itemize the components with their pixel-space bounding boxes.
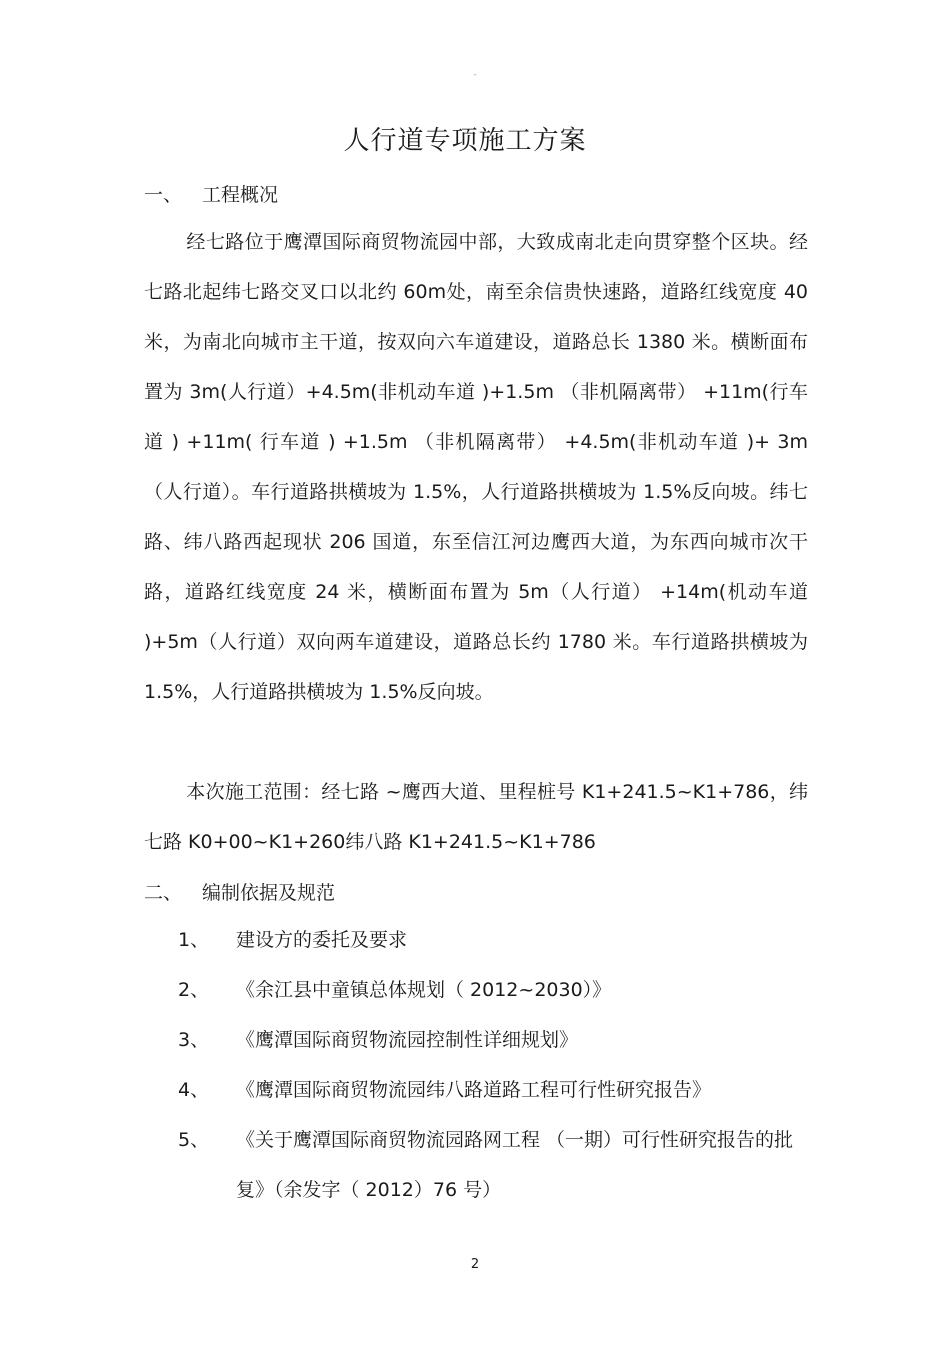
section-2-number: 二、 (144, 882, 183, 904)
basis-item-number: 4、 (178, 1079, 210, 1101)
page-number: 2 (470, 1257, 480, 1272)
section-2-title: 编制依据及规范 (202, 882, 336, 904)
document-title: 人行道专项施工方案 (343, 126, 587, 156)
basis-item-number: 2、 (178, 979, 210, 1001)
basis-item-number: 1、 (178, 929, 210, 951)
basis-item-number: 3、 (178, 1029, 210, 1051)
basis-item-text: 《鹰潭国际商贸物流园控制性详细规划》 (236, 1029, 579, 1051)
construction-scope-text: 本次施工范围：经七路 ~鹰西大道、里程桩号 K1+241.5~K1+786，纬七路 K0+00~K1+260纬八路 K1+241.5~K1+786 (144, 781, 808, 853)
basis-item-text: 《余江县中童镇总体规划（ 2012~2030）》 (236, 979, 612, 1001)
section-1-title: 工程概况 (202, 184, 279, 206)
construction-scope-paragraph (144, 767, 808, 867)
section-1-number: 一、 (144, 184, 183, 206)
section-1-heading (144, 180, 278, 207)
basis-item-number: 5、 (178, 1129, 210, 1151)
header-mark: - (473, 70, 477, 80)
overview-paragraph (144, 217, 808, 717)
basis-item-text: 《鹰潭国际商贸物流园纬八路道路工程可行性研究报告》 (236, 1079, 712, 1101)
basis-item-text: 建设方的委托及要求 (236, 929, 408, 951)
overview-paragraph-text: 经七路位于鹰潭国际商贸物流园中部，大致成南北走向贯穿整个区块。经七路北起纬七路交叉口以北约 60m处，南至余信贵快速路，道路红线宽度 40 米，为南北向城市主干道，按双向六车道建设，道路总长 1380 米。横断面布置为 3m(人行道）+4.5m(非机动车道 )+1.5m （非机隔离带） +11m(行车道 ) +11m( 行车道 ) +1.5m （非机隔离带） +4.5m(非机动车道 )+ 3m（人行道）。车行道路拱横坡为 1.5%，人行道路拱横坡为 1.5%反向坡。纬七路、纬八路西起现状 206 国道，东至信江河边鹰西大道，为东西向城市次干路，道路红线宽度 24 米，横断面布置为 5m（人行道） +14m(机动车道 )+5m（人行道）双向两车道建设，道路总长约 1780 米。车行道路拱横坡为 1.5%，人行道路拱横坡为 1.5%反向坡。 (144, 231, 808, 703)
section-2-heading (144, 878, 335, 905)
basis-item-text: 《关于鹰潭国际商贸物流园路网工程 （一期）可行性研究报告的批复》（余发字（ 2012）76 号） (236, 1129, 794, 1201)
